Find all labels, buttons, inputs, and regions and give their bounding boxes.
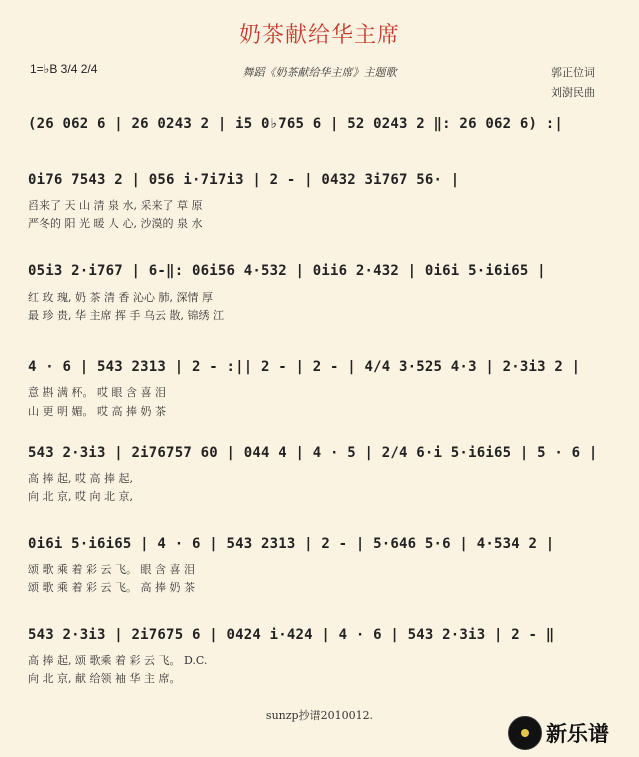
- lyric-line-1: 意 斟 满 杯。 哎 眼 含 喜 泪: [28, 386, 166, 399]
- notation-row-5: 543 2·3i3 | 2i76757 60 | 044 4 | 4 · 5 | 2/4 6·i 5·i6i65 | 5 · 6 |: [28, 445, 598, 461]
- page-title: 奶茶献给华主席: [238, 23, 400, 48]
- lyric-line-1: 高 捧 起, 颂 歌乘 着 彩 云 飞。 D.C.: [28, 654, 208, 667]
- lyric-line-2: 向 北 京, 献 给领 袖 华 主 席。: [28, 672, 181, 685]
- lyric-line-2: 山 更 明 媚。 哎 高 捧 奶 茶: [28, 405, 166, 418]
- notation-row-1: (26 062 6 | 26 0243 2 | i5 0♭765 6 | 52 0243 2 ‖: 26 062 6) :|: [28, 116, 563, 132]
- lyric-line-1: 舀来了 天 山 清 泉 水, 采来了 草 原: [28, 199, 203, 212]
- lyric-line-1: 颂 歌 乘 着 彩 云 飞。 眼 含 喜 泪: [28, 563, 195, 576]
- lyric-line-1: 高 捧 起, 哎 高 捧 起,: [28, 472, 133, 485]
- lyric-line-2: 向 北 京, 哎 向 北 京,: [28, 490, 133, 503]
- composer-credit: 刘澍民曲: [551, 86, 595, 99]
- lyricist-credit: 郭正位词: [551, 66, 595, 79]
- transcriber-credit: sunzp抄谱2010012.: [265, 709, 374, 722]
- vinyl-disc-icon: [508, 716, 542, 750]
- lyric-line-2: 最 珍 贵, 华 主席 挥 手 乌云 散, 锦绣 江: [28, 309, 224, 322]
- notation-row-3: 05i3 2·i767 | 6-‖: 06i56 4·532 | 0ii6 2·432 | 0i6i 5·i6i65 |: [28, 263, 546, 279]
- notation-row-2: 0i76 7543 2 | 056 i·7i7i3 | 2 - | 0432 3i767 56· |: [28, 172, 460, 188]
- lyric-line-1: 红 玫 瑰, 奶 茶 清 香 沁心 肺, 深情 厚: [28, 291, 213, 304]
- notation-row-7: 543 2·3i3 | 2i7675 6 | 0424 i·424 | 4 · 6 | 543 2·3i3 | 2 - ‖: [28, 627, 555, 643]
- site-logo: [508, 716, 632, 750]
- subtitle: 舞蹈《奶茶献给华主席》主题歌: [242, 66, 397, 79]
- notation-row-4: 4 · 6 | 543 2313 | 2 - :|| 2 - | 2 - | 4/4 3·525 4·3 | 2·3i3 2 |: [28, 359, 581, 375]
- notation-row-6: 0i6i 5·i6i65 | 4 · 6 | 543 2313 | 2 - | 5·646 5·6 | 4·534 2 |: [28, 536, 555, 552]
- lyric-line-2: 严冬的 阳 光 暖 人 心, 沙漠的 泉 水: [28, 217, 203, 230]
- key-signature: 1=♭B 3/4 2/4: [30, 62, 98, 76]
- logo-text: 新乐谱: [546, 722, 609, 746]
- lyric-line-2: 颂 歌 乘 着 彩 云 飞。 高 捧 奶 茶: [28, 581, 195, 594]
